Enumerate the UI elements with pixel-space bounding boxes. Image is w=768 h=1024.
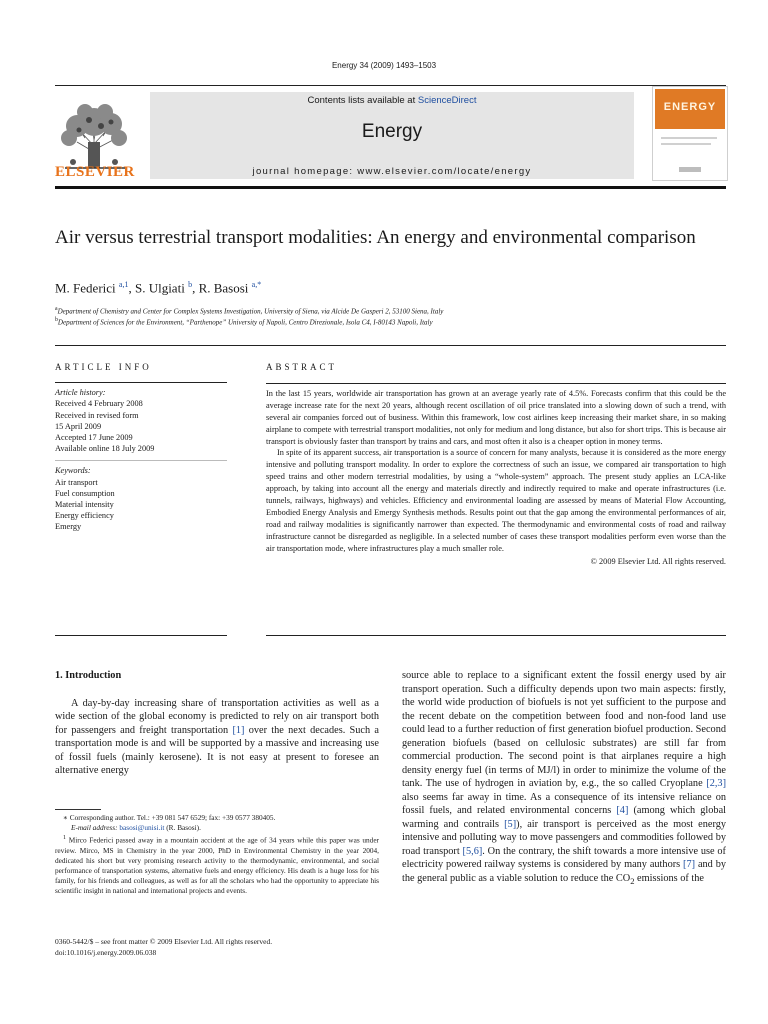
article-info-heading: ARTICLE INFO (55, 362, 152, 372)
body-right-column (402, 669, 726, 888)
author-affiliation-mark[interactable]: a,1 (118, 280, 129, 289)
text-run: A day-by-day increasing share of transportation activities as well as a wide section of the global economy is predicted to rely on air transport both for passengers and freight transportation (55, 697, 379, 736)
doi-line[interactable]: doi:10.1016/j.energy.2009.06.038 (55, 948, 157, 957)
article-info (55, 362, 227, 533)
affiliation-a (55, 306, 726, 315)
issn-doi (55, 936, 455, 958)
text-run: (among which global warming and contrails (402, 805, 727, 830)
cover-line (661, 143, 711, 145)
body-left-column (55, 669, 379, 778)
citation-link[interactable]: [4] (616, 805, 629, 816)
text-run: emissions of the (634, 872, 704, 884)
cover-line (661, 137, 717, 139)
text-run: and by the general public as a viable solution to reduce the CO (402, 859, 726, 884)
email-suffix: (R. Basosi). (164, 823, 201, 833)
footnotes (55, 813, 379, 896)
abstract-heading: ABSTRACT (266, 362, 338, 372)
citation-link[interactable]: [1] (232, 724, 245, 736)
corresponding-text: Corresponding author. Tel.: +39 081 547 6529; fax: +39 0577 380405. (69, 813, 276, 822)
cover-logo-mark (679, 167, 701, 172)
citation-link[interactable]: [2,3] (706, 778, 726, 789)
author-name: S. Ulgiati (134, 280, 185, 296)
author-name: R. Basosi (198, 280, 249, 296)
journal-cover-thumbnail (652, 86, 728, 181)
citation-link[interactable]: [5,6] (462, 845, 483, 857)
cover-word: ENERGY (663, 101, 717, 113)
keyword-item: Fuel consumption (55, 488, 115, 498)
abstract-bottom-rule (266, 635, 726, 636)
history-item: Received in revised form (55, 410, 139, 420)
keyword-item: Energy efficiency (55, 511, 114, 521)
header-rule-top (55, 85, 726, 86)
header-rule-thick (55, 186, 726, 189)
text-run: . On the contrary, the shift towards a more intensive use of electricity powered railway systems is considered by many authors (402, 845, 726, 870)
author-affiliation-mark[interactable]: b (188, 280, 193, 289)
text-run: over the next decades. Such a transportation mode is and will be supported by a massive and increasing use of fossil fuels (mainly kerosene). It is not easy at present to foresee an alternative energy (55, 724, 379, 776)
journal-title: Energy (361, 121, 423, 142)
keyword-item: Air transport (55, 477, 98, 487)
author-name: M. Federici (55, 280, 116, 296)
footnote-rule (55, 809, 101, 810)
author-list: M. Federici $^{a,1}$, S. Ulgiati $^b$, R. Basosi $^{a,*}$ (55, 280, 262, 296)
affiliation-text: Department of Chemistry and Center for Complex Systems Investigation, University of Siena, via Alcide De Gasperi 2, 53100 Siena, Italy (57, 307, 444, 316)
text-run: ), air transport is perceived as the most energy intensive and polluting way to move passengers and commodities followed by road transport (402, 818, 726, 857)
citation-link[interactable]: [5] (504, 818, 517, 830)
affiliation-b (55, 317, 726, 326)
citation-link[interactable]: [7] (683, 859, 696, 870)
abstract-paragraph: In the last 15 years, worldwide air transportation has grown at an average yearly rate of 4.5%. Forecasts confirm that this could be the average increase rate for the next 20 years, although recent oscillation of oil price translated into a slowing down of such a trend, with several air companies forced out of business. Within this framework, low cost airlines keep increasing their market share, in so making airplane to compete with terrestrial transport modalities, not only for medium and long distance, but also for short trips. This is because air transport is obviously faster than transport by trains and cars, and most often it also is a cheaper option in money terms. (266, 388, 726, 446)
publisher-name: ELSEVIER (55, 164, 135, 180)
history-item: Received 4 February 2008 (55, 399, 143, 409)
text-run: 2 (630, 875, 635, 886)
title-block-rule (55, 345, 726, 346)
abstract-copyright: © 2009 Elsevier Ltd. All rights reserved. (590, 556, 726, 566)
intro-paragraph (55, 697, 379, 778)
journal-citation: Energy 34 (2009) 1493–1503 (331, 61, 437, 70)
affiliation-mark: a (55, 306, 58, 312)
corresponding-author-note: ∗ Corresponding author. Tel.: +39 081 547 6529; fax: +39 0577 380405. (63, 813, 276, 822)
intro-paragraph-continued (402, 669, 726, 888)
affiliation-text: Department of Sciences for the Environment, “Parthenope” University of Napoli, Centro Direzionale, Isola C4, I-80143 Napoli, Italy (57, 318, 433, 327)
history-item: Available online 18 July 2009 (55, 444, 155, 454)
article-title: Air versus terrestrial transport modalities: An energy and environmental comparison (55, 227, 696, 248)
abstract-rule (266, 383, 726, 384)
article-info-bottom-rule (55, 635, 227, 636)
contents-line (150, 95, 634, 106)
history-item: Accepted 17 June 2009 (55, 433, 133, 443)
text-run: source able to replace to a significant extent the fossil energy used by air transport operation. Such a difficulty depends upon two main aspects: firstly, the world wide production of biofuels is not yet sufficient to the purpose and the recent debate on the competition between food and non-food land use could lead to a further reduction of first generation biofuel production. Second generation biofuels (based on cellulosic substrates) are still far from commercial production. The second point is that airplanes require a high density energy fuel (in terms of MJ/l) in order to minimize the volume of the tank. The use of hydrogen in aviation by, e.g., the so called Cryoplane (402, 670, 726, 789)
keywords-divider (55, 460, 227, 461)
author-affiliation-mark[interactable]: a,* (251, 280, 262, 289)
footnote-1-text: Mirco Federici passed away in a mountain accident at the age of 34 years while this paper was under review. Mirco, MS in Chemistry in the year 2000, PhD in Environmental Chemistry in the year 2004, dedicated his short but very promising research activity to the thermodynamic, environmental, and social performance of transportation systems, alternative fuels and energy efficiency. His death is a huge loss for his family, for his friends and colleagues, as well as for all the scholars who had the opportunity to appreciate his scientific insight in national and international projects and events. (55, 835, 379, 896)
keyword-item: Emergy (55, 522, 82, 532)
contents-prefix: Contents lists available at (307, 95, 418, 106)
abstract-paragraph: In spite of its apparent success, air transportation is a source of concern for many analysts, because it is considered as the more energy intensive and polluting transport modality. In order to explore the correctness of such an issue, we compared air transportation to high speed trains and other modern terrestrial modalities, by using a “whole-system” approach. The present study applies an LCA-like approach, by taking into account all the energy and materials directly and indirectly required to make and operate infrastructures (i.e. tunnels, railways, highways) and vehicles. Efficiency and environmental loading are assessed by means of Material Flow Accounting, Embodied Energy Analysis and Emergy Synthesis methods. Results point out that the gap among the environmental performances of air, road and railway modalities is significantly narrower than expected. The thermodynamic and environmental costs of road and railway infrastructure cannot be disregarded as negligible. In a selected number of cases these transport modalities perform even worse than the air transportation mode, where infrastructures play a much smaller role. (266, 448, 726, 553)
email-note (55, 823, 379, 833)
affiliation-mark: b (55, 317, 58, 323)
abstract (266, 362, 726, 568)
journal-homepage[interactable]: journal homepage: www.elsevier.com/locate/energy (252, 166, 532, 177)
email-label: E-mail address: (71, 823, 118, 833)
keyword-item: Material intensity (55, 500, 114, 510)
sciencedirect-link[interactable]: ScienceDirect (417, 95, 477, 106)
article-info-rule (55, 382, 227, 383)
keywords-label: Keywords: (55, 466, 91, 476)
email-link[interactable]: basosi@unisi.it (119, 823, 165, 833)
issn-line: 0360-5442/$ – see front matter © 2009 Elsevier Ltd. All rights reserved. (55, 937, 273, 946)
text-run: also seems far away in time. As a consequence of its intensive reliance on fossil fuels, and related environmental concerns (402, 791, 726, 816)
history-item: 15 April 2009 (55, 421, 102, 431)
history-label: Article history: (55, 388, 106, 398)
section-heading: 1. Introduction (55, 670, 122, 681)
footnote-1: $^1$ Mirco Federici passed away in a mountain accident at the age of 34 years while this paper was under review. Mirco, MS in Chemistry in the year 2000, PhD in Environmental Chemistry in the year 2004, dedicated his short but very promising research activity to the thermodynamic, environmental, and social performance of transportation systems, alternative fuels and energy efficiency. His death is a huge loss for his family, for his friends and colleagues, as well as for all the scholars who had the opportunity to appreciate his scientific insight in national and international projects and events. (55, 835, 379, 896)
